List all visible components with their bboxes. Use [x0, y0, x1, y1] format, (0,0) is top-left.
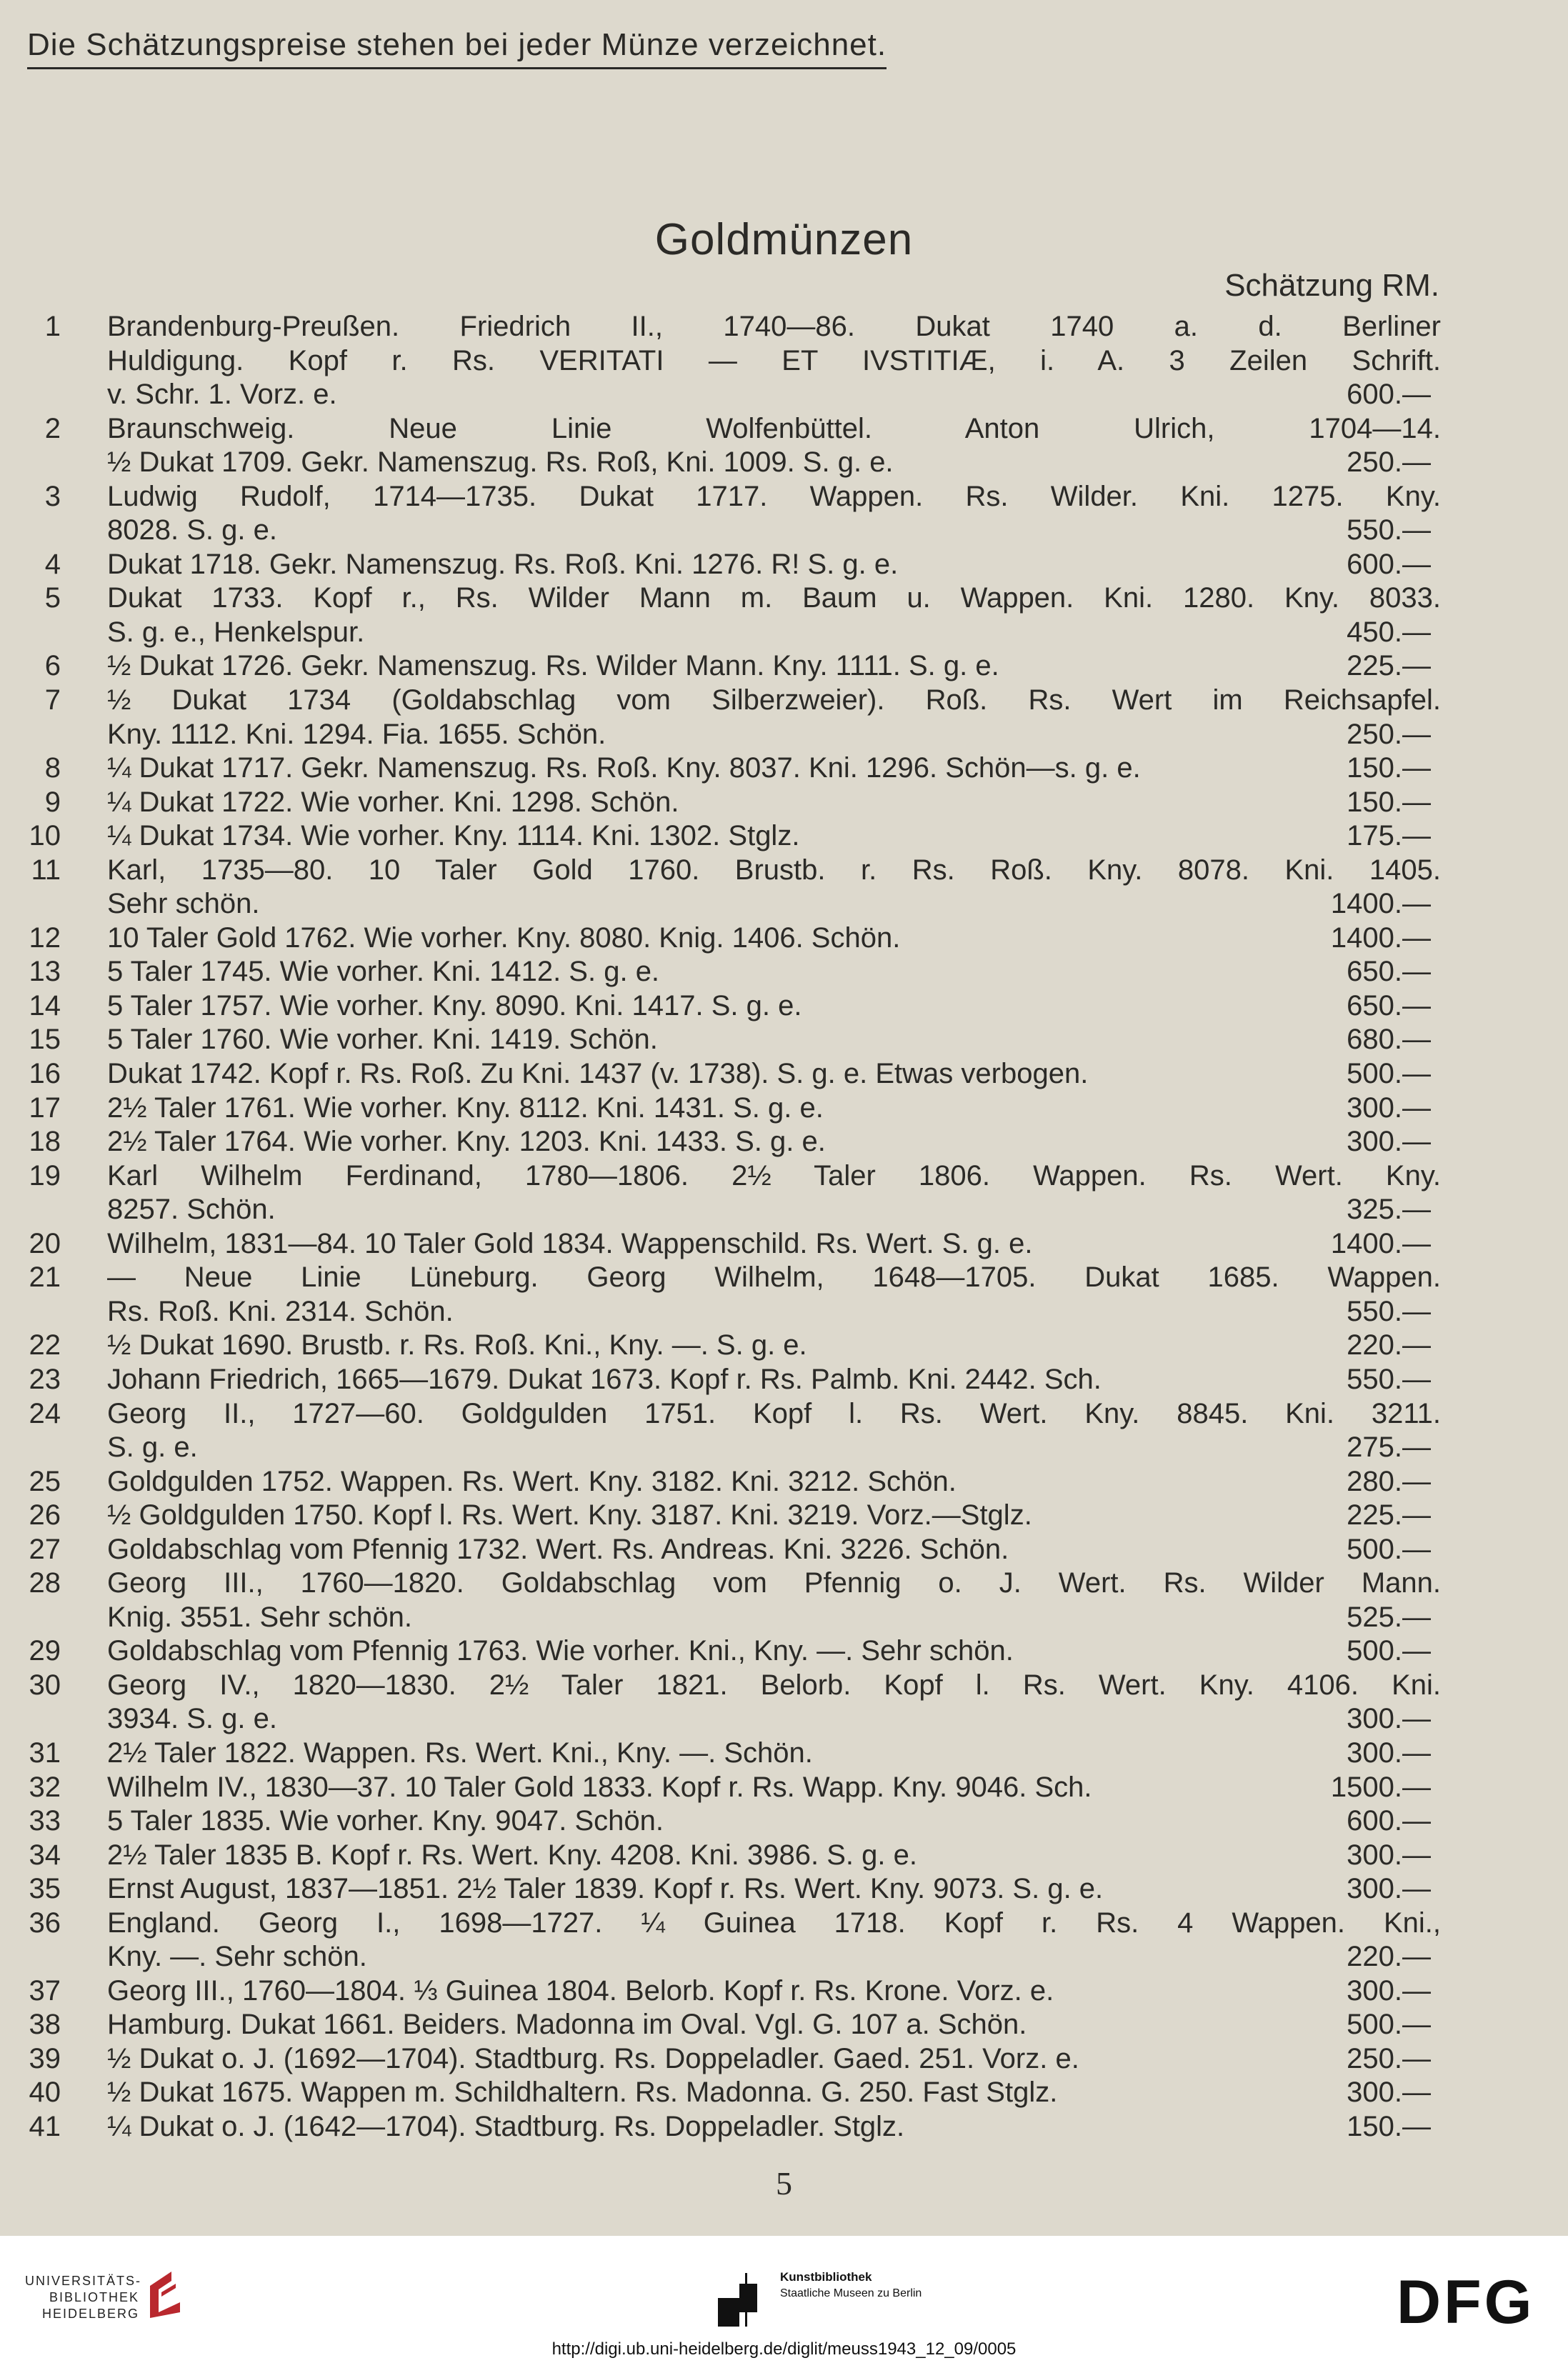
coin-entry: [0, 2110, 1568, 2144]
estimate-price: 650.—: [1347, 956, 1431, 988]
estimate-price: 300.—: [1347, 1703, 1431, 1735]
entry-line: [0, 1057, 1568, 1091]
lot-number: 6: [44, 650, 61, 682]
entry-description: Wilhelm, 1831—84. 10 Taler Gold 1834. Wappenschild. Rs. Wert. S. g. e.: [107, 1227, 1033, 1259]
entry-line: [0, 1533, 1568, 1567]
coin-entry: [0, 1159, 1568, 1227]
entry-description: 2½ Taler 1761. Wie vorher. Kny. 8112. Kni. 1431. S. g. e.: [107, 1091, 824, 1124]
coin-entry: [0, 1974, 1568, 2009]
entry-line: [0, 1804, 1568, 1839]
coin-entry: [0, 2042, 1568, 2077]
lot-number: 25: [29, 1465, 61, 1497]
lot-number: 14: [29, 989, 61, 1021]
estimate-price: 300.—: [1347, 1126, 1431, 1158]
lot-number: 41: [29, 2110, 61, 2142]
estimate-price: 275.—: [1347, 1432, 1431, 1464]
entry-line: [0, 1091, 1568, 1126]
entry-line: [0, 1839, 1568, 1873]
coin-entry: [0, 548, 1568, 582]
coin-entry: [0, 1397, 1568, 1465]
coin-entry-list: [0, 310, 1568, 2144]
kunstbibliothek-logo-icon[interactable]: [718, 2273, 771, 2327]
coin-entry: [0, 1737, 1568, 1771]
lot-number: 33: [29, 1805, 61, 1837]
lot-number: 12: [29, 921, 61, 954]
entry-description: Ernst August, 1837—1851. 2½ Taler 1839. Kopf r. Rs. Wert. Kny. 9073. S. g. e.: [107, 1873, 1104, 1905]
coin-entry: [0, 1261, 1568, 1329]
lot-number: 2: [44, 412, 61, 444]
entry-line: [0, 955, 1568, 989]
estimate-price: 550.—: [1347, 514, 1431, 546]
entry-description: Brandenburg-Preußen. Friedrich II., 1740—86. Dukat 1740 a. d. Berliner: [107, 311, 1441, 342]
lot-number: 24: [29, 1397, 61, 1429]
estimate-price: 680.—: [1347, 1024, 1431, 1056]
lot-number: 1: [44, 311, 61, 342]
entry-line: [0, 616, 1568, 650]
lot-number: 28: [29, 1567, 61, 1599]
coin-entry: [0, 751, 1568, 786]
coin-entry: [0, 581, 1568, 649]
header-note: Die Schätzungspreise stehen bei jeder Münze verzeichnet.: [27, 27, 887, 69]
estimate-price: 250.—: [1347, 718, 1431, 750]
estimate-price: 500.—: [1347, 2009, 1431, 2041]
kb-title: Kunstbibliothek: [780, 2270, 872, 2284]
coin-entry: [0, 989, 1568, 1024]
coin-entry: [0, 819, 1568, 854]
entry-description: ¼ Dukat o. J. (1642—1704). Stadtburg. Rs. Doppeladler. Stglz.: [107, 2110, 905, 2142]
entry-description: Goldabschlag vom Pfennig 1732. Wert. Rs. Andreas. Kni. 3226. Schön.: [107, 1533, 1009, 1565]
estimate-price: 280.—: [1347, 1465, 1431, 1497]
entry-description: Johann Friedrich, 1665—1679. Dukat 1673. Kopf r. Rs. Palmb. Kni. 2442. Sch.: [107, 1363, 1102, 1395]
entry-description: ½ Dukat 1709. Gekr. Namenszug. Rs. Roß, Kni. 1009. S. g. e.: [107, 446, 894, 479]
university-line: UNIVERSITÄTS-: [25, 2274, 142, 2288]
entry-description: 5 Taler 1835. Wie vorher. Kny. 9047. Schön.: [107, 1805, 664, 1837]
estimate-price: 300.—: [1347, 2077, 1431, 2109]
entry-description: Goldabschlag vom Pfennig 1763. Wie vorher. Kni., Kny. —. Sehr schön.: [107, 1635, 1014, 1667]
entry-description: ¼ Dukat 1734. Wie vorher. Kny. 1114. Kni. 1302. Stglz.: [107, 820, 800, 852]
estimate-price: 600.—: [1347, 1805, 1431, 1837]
estimate-price: 150.—: [1347, 2110, 1431, 2142]
entry-description: — Neue Linie Lüneburg. Georg Wilhelm, 1648—1705. Dukat 1685. Wappen.: [107, 1262, 1441, 1294]
lot-number: 8: [44, 752, 61, 784]
page-number: 5: [776, 2165, 792, 2202]
entry-description: ½ Goldgulden 1750. Kopf l. Rs. Wert. Kny. 3187. Kni. 3219. Vorz.—Stglz.: [107, 1499, 1032, 1532]
coin-entry: [0, 786, 1568, 820]
section-title: Goldmünzen: [654, 215, 914, 264]
estimate-price: 250.—: [1347, 446, 1431, 479]
entry-description: 8257. Schön.: [107, 1194, 276, 1226]
entry-line: [0, 412, 1568, 446]
entry-description: Wilhelm IV., 1830—37. 10 Taler Gold 1833. Kopf r. Rs. Wapp. Kny. 9046. Sch.: [107, 1771, 1092, 1803]
entry-description: Kny. —. Sehr schön.: [107, 1941, 367, 1973]
entry-line: [0, 1193, 1568, 1227]
lot-number: 7: [44, 684, 61, 716]
lot-number: 21: [29, 1262, 61, 1294]
coin-entry: [0, 1907, 1568, 1974]
entry-description: 2½ Taler 1764. Wie vorher. Kny. 1203. Kni. 1433. S. g. e.: [107, 1126, 826, 1158]
entry-description: ½ Dukat 1734 (Goldabschlag vom Silberzweier). Roß. Rs. Wert im Reichsapfel.: [107, 684, 1441, 716]
estimate-price: 225.—: [1347, 1499, 1431, 1532]
estimate-price: 550.—: [1347, 1295, 1431, 1327]
permalink-url[interactable]: http://digi.ub.uni-heidelberg.de/diglit/meuss1943_12_09/0005: [551, 2339, 1017, 2359]
entry-line: [0, 2042, 1568, 2077]
estimate-price: 300.—: [1347, 1737, 1431, 1769]
estimate-price: 250.—: [1347, 2042, 1431, 2074]
entry-line: [0, 1872, 1568, 1907]
entry-description: Dukat 1742. Kopf r. Rs. Roß. Zu Kni. 1437 (v. 1738). S. g. e. Etwas verbogen.: [107, 1058, 1089, 1090]
coin-entry: [0, 1839, 1568, 1873]
estimate-price: 500.—: [1347, 1635, 1431, 1667]
entry-line: [0, 989, 1568, 1024]
entry-description: England. Georg I., 1698—1727. ¼ Guinea 1718. Kopf r. Rs. 4 Wappen. Kni.,: [107, 1907, 1441, 1939]
entry-line: [0, 480, 1568, 514]
lot-number: 18: [29, 1126, 61, 1158]
coin-entry: [0, 2076, 1568, 2110]
entry-line: [0, 1261, 1568, 1295]
lot-number: 36: [29, 1907, 61, 1939]
entry-description: S. g. e., Henkelspur.: [107, 616, 365, 648]
lot-number: 30: [29, 1669, 61, 1701]
entry-line: [0, 1295, 1568, 1329]
entry-line: [0, 581, 1568, 616]
coin-entry: [0, 1669, 1568, 1737]
lot-number: 15: [29, 1024, 61, 1056]
entry-description: Rs. Roß. Kni. 2314. Schön.: [107, 1295, 454, 1327]
estimate-price: 325.—: [1347, 1194, 1431, 1226]
lot-number: 27: [29, 1533, 61, 1565]
coin-entry: [0, 1057, 1568, 1091]
dfg-logo-text: DFG: [1397, 2273, 1535, 2330]
entry-description: Sehr schön.: [107, 888, 260, 920]
entry-description: ½ Dukat 1726. Gekr. Namenszug. Rs. Wilder Mann. Kny. 1111. S. g. e.: [107, 650, 999, 682]
lot-number: 37: [29, 1974, 61, 2007]
coin-entry: [0, 1499, 1568, 1533]
entry-description: Dukat 1733. Kopf r., Rs. Wilder Mann m. Baum u. Wappen. Kni. 1280. Kny. 8033.: [107, 582, 1441, 614]
entry-line: [0, 2076, 1568, 2110]
entry-line: [0, 1227, 1568, 1262]
lot-number: 29: [29, 1635, 61, 1667]
entry-line: [0, 1125, 1568, 1159]
estimate-price: 500.—: [1347, 1058, 1431, 1090]
entry-description: ½ Dukat 1675. Wappen m. Schildhaltern. Rs. Madonna. G. 250. Fast Stglz.: [107, 2077, 1058, 2109]
university-library-name[interactable]: [25, 2273, 142, 2322]
estimate-price: 500.—: [1347, 1533, 1431, 1565]
entry-description: 8028. S. g. e.: [107, 514, 277, 546]
entry-line: [0, 751, 1568, 786]
entry-line: [0, 1567, 1568, 1601]
coin-entry: [0, 1804, 1568, 1839]
lot-number: 35: [29, 1873, 61, 1905]
entry-line: [0, 854, 1568, 888]
coin-entry: [0, 1023, 1568, 1057]
entry-description: Georg III., 1760—1804. ⅓ Guinea 1804. Belorb. Kopf r. Rs. Krone. Vorz. e.: [107, 1974, 1054, 2007]
entry-line: [0, 1023, 1568, 1057]
entry-description: Kny. 1112. Kni. 1294. Fia. 1655. Schön.: [107, 718, 606, 750]
lot-number: 22: [29, 1329, 61, 1362]
entry-line: [0, 786, 1568, 820]
entry-line: [0, 1634, 1568, 1669]
entry-line: [0, 1329, 1568, 1363]
entry-line: [0, 1601, 1568, 1635]
lot-number: 38: [29, 2009, 61, 2041]
lot-number: 13: [29, 956, 61, 988]
lot-number: 5: [44, 582, 61, 614]
entry-line: [0, 684, 1568, 718]
university-line: BIBLIOTHEK: [49, 2290, 139, 2304]
entry-description: Georg II., 1727—60. Goldgulden 1751. Kopf l. Rs. Wert. Kny. 8845. Kni. 3211.: [107, 1397, 1441, 1429]
coin-entry: [0, 1634, 1568, 1669]
estimate-price: 550.—: [1347, 1363, 1431, 1395]
lot-number: 10: [29, 820, 61, 852]
estimate-price: 525.—: [1347, 1601, 1431, 1633]
lot-number: 11: [31, 854, 61, 886]
estimate-price: 1400.—: [1330, 921, 1431, 954]
entry-line: [0, 378, 1568, 412]
lot-number: 39: [29, 2042, 61, 2074]
estimate-price: 1400.—: [1330, 888, 1431, 920]
entry-line: [0, 1771, 1568, 1805]
estimate-price: 220.—: [1347, 1329, 1431, 1362]
coin-entry: [0, 310, 1568, 412]
entry-line: [0, 887, 1568, 921]
university-line: HEIDELBERG: [41, 2307, 139, 2321]
coin-entry: [0, 1771, 1568, 1805]
estimate-price: 1400.—: [1330, 1227, 1431, 1259]
kunstbibliothek-name[interactable]: [780, 2269, 922, 2302]
entry-line: [0, 1465, 1568, 1499]
entry-description: 5 Taler 1757. Wie vorher. Kny. 8090. Kni. 1417. S. g. e.: [107, 989, 802, 1021]
entry-description: Georg III., 1760—1820. Goldabschlag vom Pfennig o. J. Wert. Rs. Wilder Mann.: [107, 1567, 1441, 1599]
entry-line: [0, 1669, 1568, 1703]
coin-entry: [0, 1567, 1568, 1634]
estimate-price: 300.—: [1347, 1839, 1431, 1871]
lot-number: 3: [44, 480, 61, 512]
entry-description: Braunschweig. Neue Linie Wolfenbüttel. Anton Ulrich, 1704—14.: [107, 412, 1441, 444]
estimate-price: 225.—: [1347, 650, 1431, 682]
entry-line: [0, 1907, 1568, 1941]
entry-line: [0, 718, 1568, 752]
entry-description: Karl Wilhelm Ferdinand, 1780—1806. 2½ Taler 1806. Wappen. Rs. Wert. Kny.: [107, 1159, 1441, 1192]
entry-line: [0, 1499, 1568, 1533]
coin-entry: [0, 1363, 1568, 1397]
entry-description: 2½ Taler 1835 B. Kopf r. Rs. Wert. Kny. 4208. Kni. 3986. S. g. e.: [107, 1839, 917, 1871]
lot-number: 40: [29, 2077, 61, 2109]
entry-description: 2½ Taler 1822. Wappen. Rs. Wert. Kni., Kny. —. Schön.: [107, 1737, 813, 1769]
entry-description: ½ Dukat o. J. (1692—1704). Stadtburg. Rs. Doppeladler. Gaed. 251. Vorz. e.: [107, 2042, 1079, 2074]
estimate-price: 220.—: [1347, 1941, 1431, 1973]
coin-entry: [0, 649, 1568, 684]
estimate-price: 300.—: [1347, 1091, 1431, 1124]
coin-entry: [0, 1125, 1568, 1159]
lot-number: 26: [29, 1499, 61, 1532]
lot-number: 31: [29, 1737, 61, 1769]
entry-line: [0, 514, 1568, 548]
entry-line: [0, 1737, 1568, 1771]
lot-number: 34: [29, 1839, 61, 1871]
entry-description: Karl, 1735—80. 10 Taler Gold 1760. Brustb. r. Rs. Roß. Kny. 8078. Kni. 1405.: [107, 854, 1441, 886]
entry-line: [0, 649, 1568, 684]
lot-number: 19: [29, 1159, 61, 1192]
entry-description: Georg IV., 1820—1830. 2½ Taler 1821. Belorb. Kopf l. Rs. Wert. Kny. 4106. Kni.: [107, 1669, 1441, 1701]
entry-line: [0, 1940, 1568, 1974]
lot-number: 20: [29, 1227, 61, 1259]
coin-entry: [0, 955, 1568, 989]
estimate-price: 300.—: [1347, 1873, 1431, 1905]
entry-line: [0, 1702, 1568, 1737]
entry-description: Dukat 1718. Gekr. Namenszug. Rs. Roß. Kni. 1276. R! S. g. e.: [107, 548, 899, 580]
entry-description: Ludwig Rudolf, 1714—1735. Dukat 1717. Wappen. Rs. Wilder. Kni. 1275. Kny.: [107, 480, 1441, 512]
estimate-price: 600.—: [1347, 379, 1431, 411]
entry-description: 5 Taler 1745. Wie vorher. Kni. 1412. S. g. e.: [107, 956, 660, 988]
entry-description: Knig. 3551. Sehr schön.: [107, 1601, 412, 1633]
entry-description: v. Schr. 1. Vorz. e.: [107, 379, 337, 411]
lot-number: 32: [29, 1771, 61, 1803]
coin-entry: [0, 1227, 1568, 1262]
entry-line: [0, 1159, 1568, 1194]
entry-line: [0, 1363, 1568, 1397]
entry-description: 10 Taler Gold 1762. Wie vorher. Kny. 8080. Knig. 1406. Schön.: [107, 921, 901, 954]
library-footer: [0, 2236, 1568, 2363]
lot-number: 23: [29, 1363, 61, 1395]
entry-description: Hamburg. Dukat 1661. Beiders. Madonna im Oval. Vgl. G. 107 a. Schön.: [107, 2009, 1027, 2041]
coin-entry: [0, 2008, 1568, 2042]
coin-entry: [0, 1091, 1568, 1126]
entry-line: [0, 1431, 1568, 1465]
entry-line: [0, 446, 1568, 480]
university-logo-icon[interactable]: [143, 2268, 193, 2325]
estimate-price: 600.—: [1347, 548, 1431, 580]
coin-entry: [0, 1329, 1568, 1363]
entry-description: S. g. e.: [107, 1432, 198, 1464]
entry-description: ¼ Dukat 1717. Gekr. Namenszug. Rs. Roß. Kny. 8037. Kni. 1296. Schön—s. g. e.: [107, 752, 1141, 784]
lot-number: 17: [29, 1091, 61, 1124]
coin-entry: [0, 1872, 1568, 1907]
estimate-price: 175.—: [1347, 820, 1431, 852]
estimate-price: 650.—: [1347, 989, 1431, 1021]
coin-entry: [0, 1465, 1568, 1499]
entry-description: 5 Taler 1760. Wie vorher. Kni. 1419. Schön.: [107, 1024, 658, 1056]
lot-number: 16: [29, 1058, 61, 1090]
entry-line: [0, 921, 1568, 956]
entry-description: ¼ Dukat 1722. Wie vorher. Kni. 1298. Schön.: [107, 786, 679, 818]
estimate-price: 150.—: [1347, 786, 1431, 818]
entry-line: [0, 310, 1568, 344]
lot-number: 4: [44, 548, 61, 580]
entry-line: [0, 819, 1568, 854]
entry-description: ½ Dukat 1690. Brustb. r. Rs. Roß. Kni., Kny. —. S. g. e.: [107, 1329, 807, 1362]
entry-line: [0, 2008, 1568, 2042]
estimate-price: 1500.—: [1330, 1771, 1431, 1803]
coin-entry: [0, 854, 1568, 921]
coin-entry: [0, 480, 1568, 548]
estimate-price: 450.—: [1347, 616, 1431, 648]
coin-entry: [0, 412, 1568, 480]
entry-line: [0, 548, 1568, 582]
entry-description: Huldigung. Kopf r. Rs. VERITATI — ET IVSTITIÆ, i. A. 3 Zeilen Schrift.: [107, 344, 1441, 376]
estimate-column-header: Schätzung RM.: [1224, 268, 1439, 303]
estimate-price: 300.—: [1347, 1974, 1431, 2007]
estimate-price: 150.—: [1347, 752, 1431, 784]
dfg-logo-icon[interactable]: [1397, 2273, 1543, 2330]
entry-description: 3934. S. g. e.: [107, 1703, 277, 1735]
entry-line: [0, 2110, 1568, 2144]
lot-number: 9: [44, 786, 61, 818]
entry-line: [0, 1974, 1568, 2009]
entry-description: Goldgulden 1752. Wappen. Rs. Wert. Kny. 3182. Kni. 3212. Schön.: [107, 1465, 957, 1497]
entry-line: [0, 344, 1568, 379]
coin-entry: [0, 921, 1568, 956]
kb-subtitle: Staatliche Museen zu Berlin: [780, 2287, 922, 2299]
entry-line: [0, 1397, 1568, 1432]
coin-entry: [0, 684, 1568, 751]
coin-entry: [0, 1533, 1568, 1567]
